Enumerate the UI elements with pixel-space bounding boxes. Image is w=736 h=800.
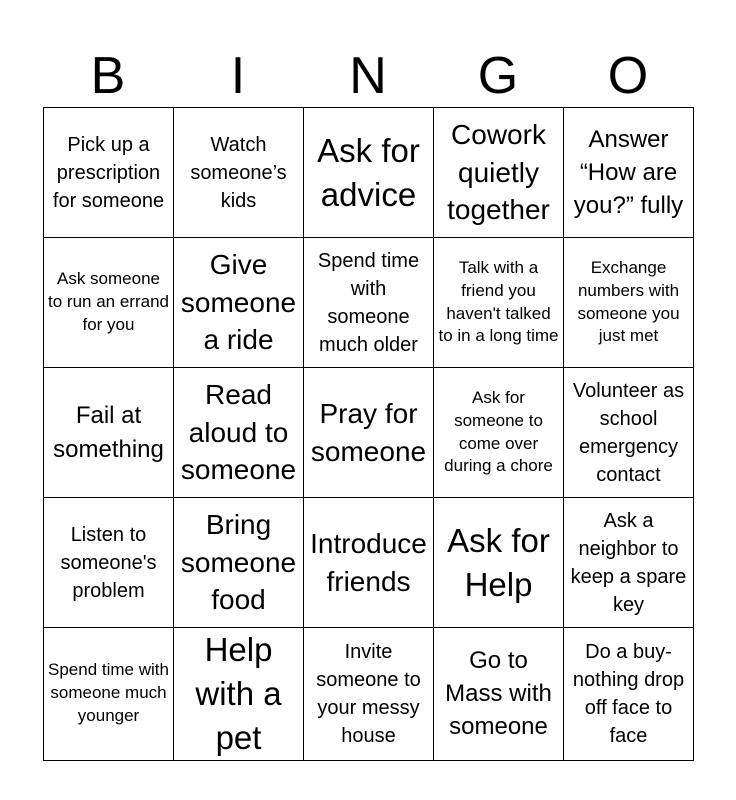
bingo-cell[interactable]: Ask for advice: [304, 108, 434, 238]
bingo-cell[interactable]: Pick up a prescription for someone: [44, 108, 174, 238]
bingo-cell[interactable]: Give someone a ride: [174, 238, 304, 368]
bingo-cell[interactable]: Go to Mass with someone: [434, 628, 564, 761]
bingo-cell[interactable]: Ask someone to run an errand for you: [44, 238, 174, 368]
board-row: [44, 238, 694, 368]
bingo-cell[interactable]: Help with a pet: [174, 628, 304, 761]
header-letter-i: I: [230, 47, 246, 105]
bingo-cell[interactable]: Listen to someone's problem: [44, 498, 174, 628]
header-letter-o: O: [607, 47, 649, 105]
bingo-cell[interactable]: Exchange numbers with someone you just met: [564, 238, 694, 368]
bingo-cell[interactable]: Fail at something: [44, 368, 174, 498]
bingo-cell[interactable]: Watch someone’s kids: [174, 108, 304, 238]
bingo-cell[interactable]: Ask for Help: [434, 498, 564, 628]
bingo-cell[interactable]: Invite someone to your messy house: [304, 628, 434, 761]
header-letter-g: G: [477, 47, 519, 105]
board-row: [44, 498, 694, 628]
bingo-cell[interactable]: Talk with a friend you haven't talked to in a long time: [434, 238, 564, 368]
board-row: [44, 368, 694, 498]
bingo-cell[interactable]: Cowork quietly together: [434, 108, 564, 238]
bingo-cell[interactable]: Ask a neighbor to keep a spare key: [564, 498, 694, 628]
bingo-cell[interactable]: Do a buy-nothing drop off face to face: [564, 628, 694, 761]
bingo-cell[interactable]: Spend time with someone much older: [304, 238, 434, 368]
board-row: [44, 108, 694, 238]
bingo-board: [43, 107, 694, 761]
bingo-cell[interactable]: Answer “How are you?” fully: [564, 108, 694, 238]
bingo-cell[interactable]: Spend time with someone much younger: [44, 628, 174, 761]
bingo-cell[interactable]: Bring someone food: [174, 498, 304, 628]
bingo-cell[interactable]: Volunteer as school emergency contact: [564, 368, 694, 498]
bingo-cell[interactable]: Pray for someone: [304, 368, 434, 498]
header-letter-n: N: [349, 47, 387, 105]
bingo-header: [43, 45, 693, 107]
board-row: [44, 628, 694, 761]
header-letter-b: B: [90, 47, 126, 105]
bingo-cell[interactable]: Introduce friends: [304, 498, 434, 628]
bingo-cell[interactable]: Read aloud to someone: [174, 368, 304, 498]
bingo-cell[interactable]: Ask for someone to come over during a chore: [434, 368, 564, 498]
